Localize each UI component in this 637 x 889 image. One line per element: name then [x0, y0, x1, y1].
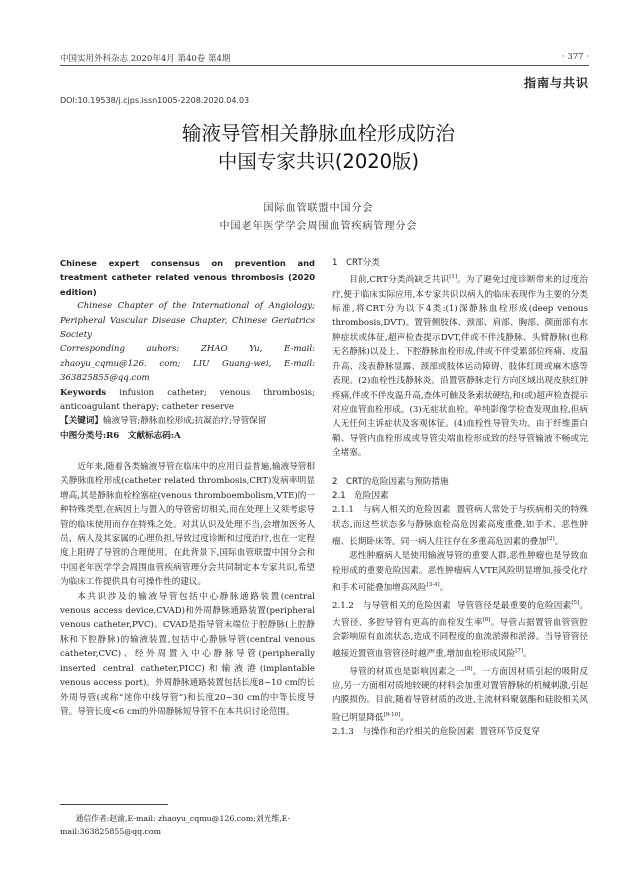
section-2-heading: 2 CRT的危险因素与预防措施: [332, 476, 449, 487]
citation: [6]: [482, 616, 491, 623]
citation: [8]: [464, 665, 473, 672]
section-2-1-2: 2.1.2 与导管相关的危险因素 导管管径是最重要的危险因素[5]。大管径、多腔导管有更高的血栓发生率[6]。导管占据置管血管管腔会影响原有血流状态,造成不同程度的血流淤滞和淤滞。当导管管径越接近置管血管管径时越严重,增加血栓形成风险[7]。: [332, 599, 588, 660]
footnote-text: 通信作者:赵渝,E-mail: zhaoyu_cqmu@126.com;刘光维,E-mail:363825855@qq.com: [60, 814, 291, 836]
body-right: [332, 256, 588, 739]
title-line-1: 输液导管相关静脉血栓形成防治: [181, 122, 455, 145]
journal-line: 中国实用外科杂志 2020年4月 第40卷 第4期: [60, 54, 231, 64]
org-2: 中国老年医学学会周围血管疾病管理分会: [219, 221, 418, 232]
citation: [9-10]: [383, 711, 401, 718]
english-affiliation: Chinese Chapter of the International of Angiology; Peripheral Vascular Disease Chapter, Chinese Geriatrics Society: [60, 301, 315, 341]
keywords-text: infusion catheter; venous thrombosis; anticoagulant therapy; catheter reserve: [60, 387, 315, 413]
spacer: [332, 461, 588, 475]
section-1-heading: 1 CRT分类: [332, 258, 380, 268]
section-2-1-1-label: 2.1.1 与病人相关的危险因素: [332, 505, 451, 516]
section-1-paragraph: 目前,CRT分类尚缺乏共识[1]。为了避免过度诊断带来的过度治疗,便于临床实际应用,本专家共识以病人的临床表现作为主要的分类标准,将CRT分为以下4类:(1)深静脉血栓形成(deep venous thrombosis,DVT)。置管侧肢体、颈部、肩部、胸部、颜面部有水肿症状或体征,超声检查提示DVT,伴或不伴浅静脉、头臂静脉(也称无名静脉)以及上、下腔静脉血栓形成,伴或不伴受累部位疼痛、皮温升高、浅表静脉显露、颈部或肢体运动障碍、肢体红斑或麻木感等表现。(2)血栓性浅静脉炎。沿置管静脉走行方向区域出现皮肤红肿疼痛,伴或不伴皮温升高,查体可触及条索状硬结,和(或)超声检查提示对应血管血栓形成。(3)无症状血栓。单纯影像学检查发现血栓,但病人无任何主诉症状及客观体征。(4)血栓性导管失功。由于纤维蛋白鞘、导管内血栓形成或导管尖端血栓形成致的经导管输液不畅或完全堵塞。: [332, 274, 588, 459]
section-2-1-3: 2.1.3 与操作和治疗相关的危险因素 置管环节反复穿: [332, 727, 540, 738]
cn-keywords: [60, 414, 315, 428]
cn-keywords-text: 输液导管;静脉血栓形成;抗凝治疗;导管保留: [102, 416, 267, 427]
running-header: [60, 52, 589, 66]
section-2-1-heading: 2.1 危险因素: [332, 490, 389, 501]
section-2-1-1-paragraph-2: 恶性肿瘤病人是使用输液导管的重要人群,恶性肿瘤也是导致血栓形成的重要危险因素。恶性肿瘤病人VTE风险明显增加,接受化疗和手术可能叠加增高风险[3-4]。: [332, 551, 588, 594]
intro-block: [60, 460, 315, 719]
english-keywords: [60, 386, 315, 415]
cn-keywords-label: 【关键词】: [60, 416, 103, 427]
doi: DOI:10.19538/j.cjps.issn1005-2208.2020.04.03: [60, 96, 250, 105]
citation: [2]: [546, 536, 555, 543]
footnote: [60, 812, 315, 838]
abstract-block: [60, 256, 315, 443]
section-tag: 指南与共识: [523, 76, 589, 90]
intro-paragraph-1: 近年来,随着各类输液导管在临床中的应用日益普遍,输液导管相关静脉血栓形成(catheter related thrombosis,CRT)发病率明显增高,其是静脉血栓栓塞症(venous thromboembolism,VTE)的一种特殊类型,在病因上与置入的导管密切相关,而在处理上又须考虑导管的临床使用而存在特殊之处。对其认识及处理不当,会增加医务人员、病人及其家属的心理负担,导致过度诊断和过度治疗,也在一定程度上阻碍了导管的合理使用。在此背景下,国际血管联盟中国分会和中国老年医学学会周围血管疾病管理分会共同制定本专家共识,希望为临床工作提供具有可操作性的建议。: [60, 462, 315, 588]
citation: [3-4]: [426, 582, 440, 589]
citation: [1]: [449, 274, 458, 281]
keywords-label: Keywords: [60, 387, 107, 398]
footnote-rule: [60, 804, 168, 805]
title-line-2: 中国专家共识(2020版): [217, 150, 420, 173]
article-title: [0, 120, 637, 176]
header-rule: [60, 65, 589, 66]
org-1: 国际血管联盟中国分会: [263, 203, 374, 214]
english-title: Chinese expert consensus on prevention and treatment catheter related venous thrombosis (2020 edition): [60, 258, 315, 297]
section-2-1-3-label: 2.1.3 与操作和治疗相关的危险因素: [332, 727, 475, 738]
intro-paragraph-2: 本共识涉及的输液导管包括中心静脉通路装置(central venous access device,CVAD)和外周静脉通路装置(peripheral venous catheter,PVC)。CVAD是指导管末端位于腔静脉(上腔静脉和下腔静脉)的输液装置,包括中心静脉导管(central venous catheter,CVC)、经外周置入中心静脉导管(peripherally inserted central catheter,PICC)和输液港(implantable venous access port)。外周静脉通路装置包括长度8~10 cm的长外周导管(或称“迷你中线导管”)和长度20~30 cm的中等长度导管。导管长度<6 cm的外周静脉短导管不在本共识讨论范围。: [60, 591, 315, 717]
citation: [7]: [515, 648, 523, 655]
section-2-1-1: 2.1.1 与病人相关的危险因素 置管病人常处于与疾病相关的特殊状态,而这些状态多与静脉血栓高危因素高度重叠,如手术、恶性肿瘤、长期卧床等。同一病人往往存在多重高危因素的叠加[2]。: [332, 505, 588, 548]
classification: 中图分类号:R6 文献标志码:A: [60, 430, 181, 441]
page-number: · 377 ·: [561, 52, 589, 62]
section-2-1-2-paragraph-2: 导管的材质也是影响因素之一[8]。一方面因材质引起的吸附反应,另一方面相对质地较硬的材料会加重对置管静脉的机械刺激,引起内膜损伤。目前,随着导管材质的改进,主流材料聚氨酯和硅胶相关风险已明显降低[9-10]。: [332, 665, 588, 723]
english-corresponding: Corresponding auhors: ZHAO Yu, E-mail: zhaoyu_cqmu@126. com; LIU Guang-wei, E-mail: 363825855@qq.com: [60, 344, 315, 384]
section-2-1-2-label: 2.1.2 与导管相关的危险因素: [332, 600, 451, 611]
citation: [5]: [571, 599, 580, 606]
